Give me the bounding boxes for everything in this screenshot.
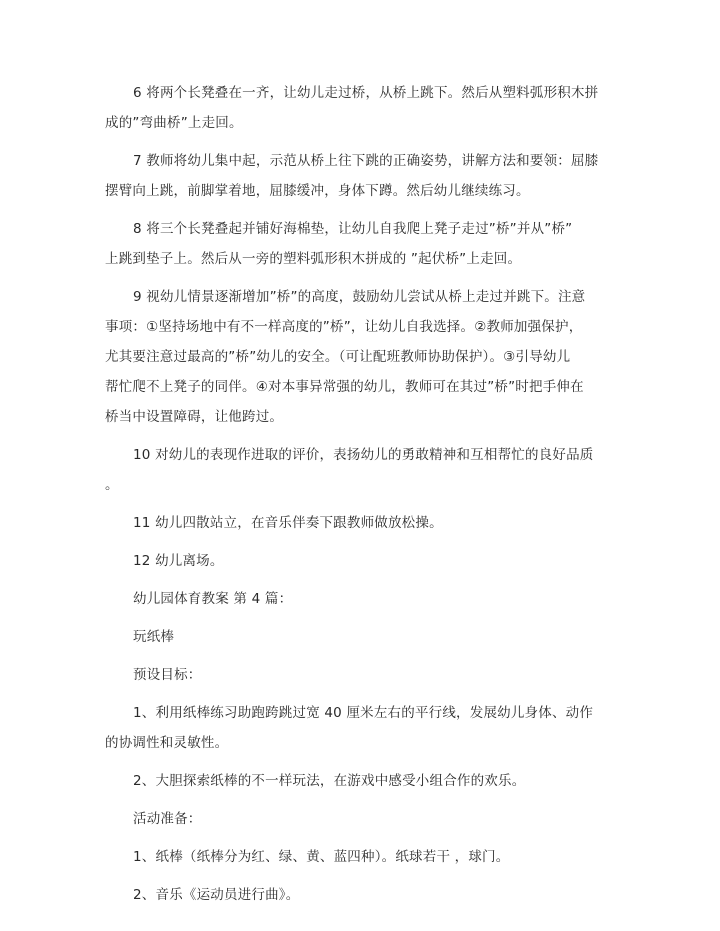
document-body	[105, 78, 615, 918]
text-line: 上跳到垫子上。然后从一旁的塑料弧形积木拼成的 ”起伏桥”上走回。	[105, 251, 522, 267]
activity-title	[105, 622, 615, 652]
text-line: 幼儿园体育教案 第 4 篇：	[133, 591, 293, 607]
text-line: 11 幼儿四散站立，在音乐伴奏下跟教师做放松操。	[133, 515, 443, 531]
paragraph-step-11	[105, 508, 615, 538]
paragraph-step-9	[105, 282, 615, 432]
text-line: 9 视幼儿情景逐渐增加”桥”的高度，鼓励幼儿尝试从桥上走过并跳下。注意	[133, 289, 586, 305]
text-line: 12 幼儿离场。	[133, 553, 224, 569]
text-line: 6 将两个长凳叠在一齐，让幼儿走过桥，从桥上跳下。然后从塑料弧形积木拼	[133, 85, 599, 101]
text-line: 10 对幼儿的表现作进取的评价，表扬幼儿的勇敢精神和互相帮忙的良好品质	[133, 447, 594, 463]
text-line: 摆臂向上跳，前脚掌着地，屈膝缓冲，身体下蹲。然后幼儿继续练习。	[105, 183, 530, 199]
text-line: 1、利用纸棒练习助跑跨跳过宽 40 厘米左右的平行线，发展幼儿身体、动作	[133, 705, 594, 721]
text-line: 尤其要注意过最高的”桥”幼儿的安全。（可让配班教师协助保护）。③引导幼儿	[105, 349, 571, 365]
text-line: 的协调性和灵敏性。	[105, 735, 229, 751]
preparation-item-1	[105, 842, 615, 872]
preparation-heading	[105, 804, 615, 834]
text-line: 8 将三个长凳叠起并铺好海棉垫，让幼儿自我爬上凳子走过”桥”并从”桥”	[133, 221, 573, 237]
paragraph-step-7	[105, 146, 615, 206]
goal-item-1	[105, 698, 615, 758]
text-line: 1、纸棒（纸棒分为红、绿、黄、蓝四种）。纸球若干 ，球门。	[133, 849, 510, 865]
paragraph-step-12	[105, 546, 615, 576]
text-line: 事项：①坚持场地中有不一样高度的”桥”，让幼儿自我选择。②教师加强保护，	[105, 319, 583, 335]
text-line: 玩纸棒	[133, 629, 175, 645]
goals-heading	[105, 660, 615, 690]
text-line: 2、音乐《运动员进行曲》。	[133, 887, 300, 903]
text-line: 桥当中设置障碍，让他跨过。	[105, 409, 284, 425]
text-line: 7 教师将幼儿集中起，示范从桥上往下跳的正确姿势，讲解方法和要领：屈膝	[133, 153, 599, 169]
text-line: 预设目标：	[133, 667, 202, 683]
paragraph-step-8	[105, 214, 615, 274]
text-line: 。	[105, 477, 119, 493]
text-line: 帮忙爬不上凳子的同伴。④对本事异常强的幼儿，教师可在其过”桥”时把手伸在	[105, 379, 584, 395]
text-line: 2、大胆探索纸棒的不一样玩法，在游戏中感受小组合作的欢乐。	[133, 773, 526, 789]
paragraph-step-10	[105, 440, 615, 500]
preparation-item-2	[105, 880, 615, 910]
goal-item-2	[105, 766, 615, 796]
paragraph-step-6	[105, 78, 615, 138]
text-line: 活动准备：	[133, 811, 202, 827]
text-line: 成的”弯曲桥”上走回。	[105, 115, 243, 131]
section-heading	[105, 584, 615, 614]
